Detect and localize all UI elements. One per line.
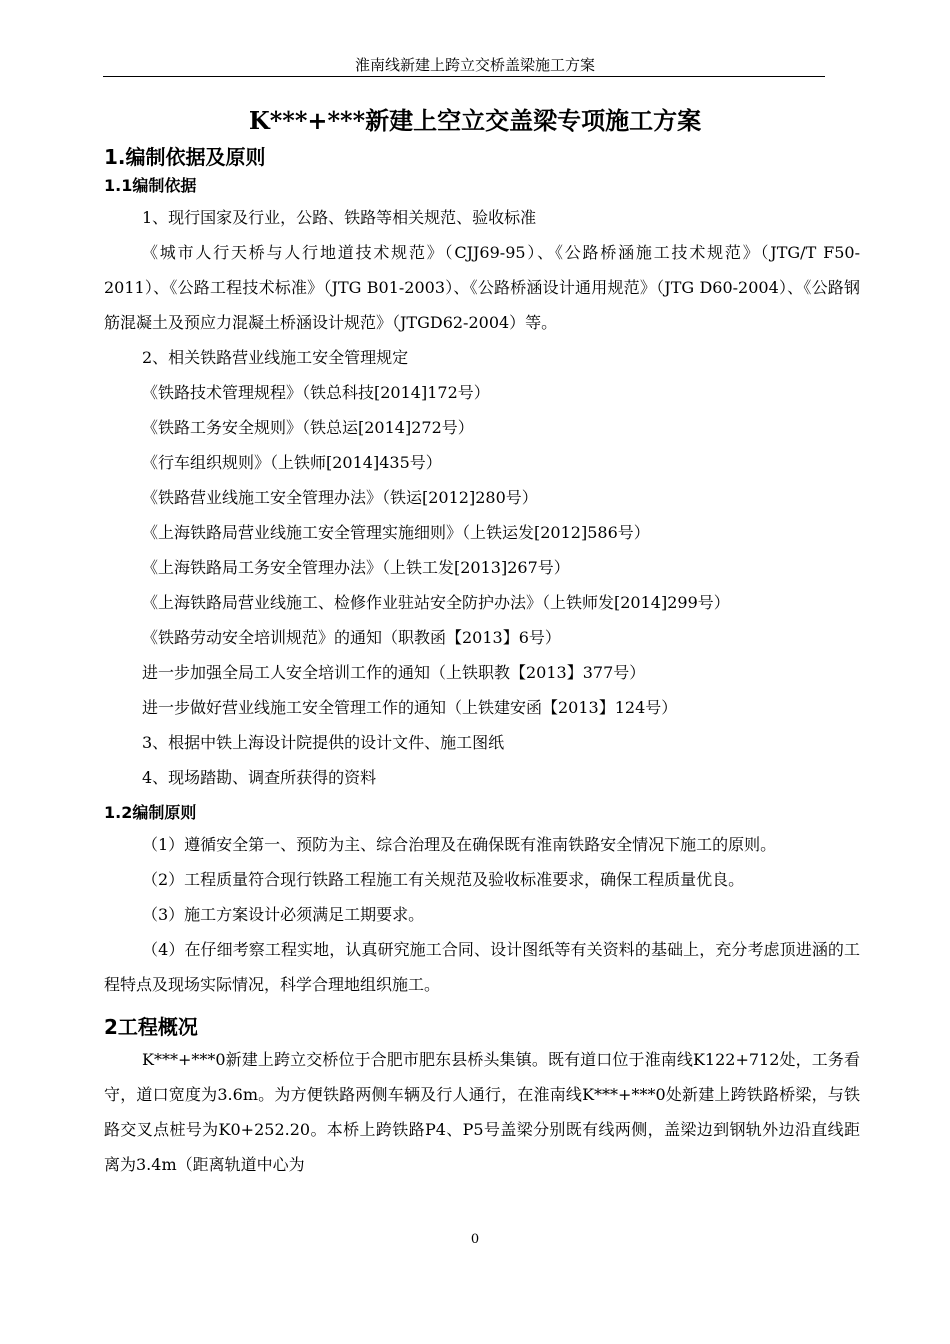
overview-paragraph: K***+***0新建上跨立交桥位于合肥市肥东县桥头集镇。既有道口位于淮南线K122+712处，工务看守，道口宽度为3.6m。为方便铁路两侧车辆及行人通行，在淮南线K***+***0处新建上跨铁路桥梁，与铁路交叉点桩号为K0+252.20。本桥上跨铁路P4、P5号盖梁分别既有线两侧，盖梁边到钢轨外边沿直线距离为3.4m（距离轨道中心为	[104, 1050, 860, 1174]
document-title: K***+***新建上空立交盖梁专项施工方案	[248, 106, 702, 135]
basis-item: 3、根据中铁上海设计院提供的设计文件、施工图纸	[142, 733, 505, 752]
basis-item: 《上海铁路局工务安全管理办法》（上铁工发[2013]267号）	[142, 558, 570, 577]
basis-item: 《上海铁路局营业线施工安全管理实施细则》（上铁运发[2012]586号）	[142, 523, 650, 542]
basis-item: 2、相关铁路营业线施工安全管理规定	[142, 348, 409, 367]
basis-item: 《铁路技术管理规程》（铁总科技[2014]172号）	[142, 383, 490, 402]
basis-item: 《行车组织规则》（上铁师[2014]435号）	[142, 453, 442, 472]
basis-item: 《上海铁路局营业线施工、检修作业驻站安全防护办法》（上铁师发[2014]299号）	[142, 593, 730, 612]
basis-item: 进一步加强全局工人安全培训工作的通知（上铁职教【2013】377号）	[142, 663, 646, 682]
basis-item: 《铁路营业线施工安全管理办法》（铁运[2012]280号）	[142, 488, 538, 507]
basis-item: 进一步做好营业线施工安全管理工作的通知（上铁建安函【2013】124号）	[142, 698, 678, 717]
basis-item: 4、现场踏勘、调查所获得的资料	[142, 768, 377, 787]
section-1-heading: 1.编制依据及原则	[104, 145, 266, 169]
section-2-heading: 2工程概况	[104, 1015, 198, 1039]
principle-item: （3）施工方案设计必须满足工期要求。	[142, 905, 425, 924]
principle-item: （4）在仔细考察工程实地，认真研究施工合同、设计图纸等有关资料的基础上，充分考虑顶进涵的工程特点及现场实际情况，科学合理地组织施工。	[104, 940, 860, 994]
basis-item: 1、现行国家及行业，公路、铁路等相关规范、验收标准	[142, 208, 537, 227]
header-rule	[103, 76, 825, 77]
document-body	[104, 142, 860, 1182]
section-1-1-heading: 1.1编制依据	[104, 176, 197, 195]
principle-item: （2）工程质量符合现行铁路工程施工有关规范及验收标准要求，确保工程质量优良。	[142, 870, 745, 889]
section-1-2-heading: 1.2编制原则	[104, 803, 197, 822]
basis-item: 《铁路劳动安全培训规范》的通知（职教函【2013】6号）	[142, 628, 561, 647]
basis-item: 《铁路工务安全规则》（铁总运[2014]272号）	[142, 418, 474, 437]
principle-item: （1）遵循安全第一、预防为主、综合治理及在确保既有淮南铁路安全情况下施工的原则。	[142, 835, 777, 854]
running-header: 淮南线新建上跨立交桥盖梁施工方案	[354, 56, 595, 74]
basis-item: 《城市人行天桥与人行地道技术规范》（CJJ69-95）、《公路桥涵施工技术规范》（JTG/T F50-2011）、《公路工程技术标准》（JTG B01-2003）、《公路桥涵设计通用规范》（JTG D60-2004）、《公路钢筋混凝土及预应力混凝土桥涵设计规范》（JTGD62-2004）等。	[104, 243, 860, 332]
page-number: 0	[470, 1232, 480, 1247]
